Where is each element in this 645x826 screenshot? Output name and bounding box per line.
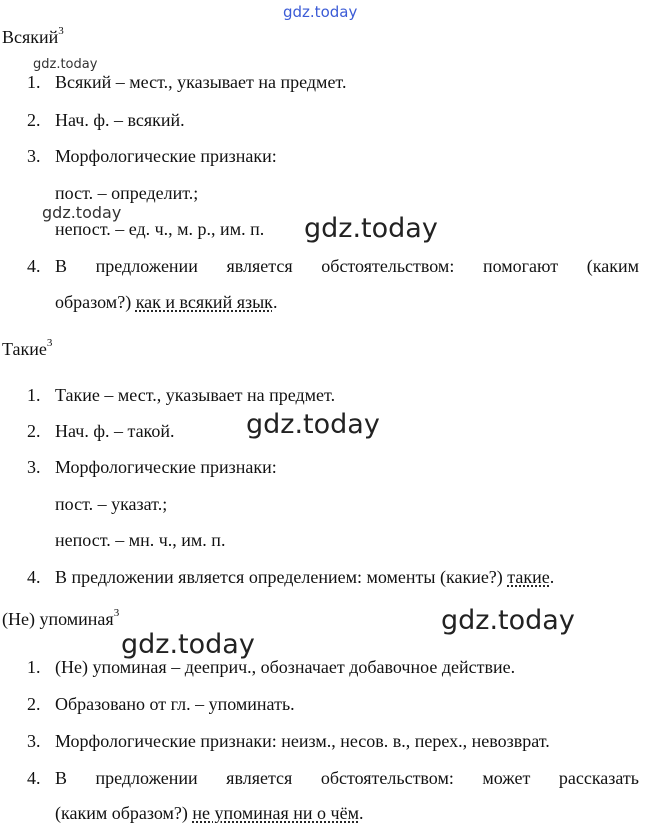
item-number: 4. <box>27 256 41 276</box>
item-number: 4. <box>27 567 41 587</box>
item-text-continued: (каким образом?) не упоминая ни о чём. <box>55 803 364 823</box>
feature-line: непост. – ед. ч., м. р., им. п. <box>55 219 265 239</box>
item-text: Такие – мест., указывает на предмет. <box>55 385 336 405</box>
watermark: gdz.today <box>246 409 380 440</box>
item-number: 2. <box>27 110 41 130</box>
item-number: 4. <box>27 768 41 788</box>
item-number: 3. <box>27 146 41 166</box>
feature-line: непост. – мн. ч., им. п. <box>55 530 226 550</box>
item-number: 1. <box>27 72 41 92</box>
item-text: Нач. ф. – всякий. <box>55 110 185 130</box>
item-number: 2. <box>27 421 41 441</box>
watermark: gdz.today <box>121 629 255 660</box>
item-text: Морфологические признаки: <box>55 457 277 477</box>
watermark: gdz.today <box>441 605 575 636</box>
watermark-top: gdz.today <box>283 3 358 21</box>
watermark: gdz.today <box>33 57 98 72</box>
item-text: В предложении является обстоятельством: может рассказать <box>55 768 639 788</box>
item-number: 3. <box>27 731 41 751</box>
item-text: В предложении является обстоятельством: помогают (каким <box>55 256 639 276</box>
item-text-continued: образом?) как и всякий язык. <box>55 292 278 312</box>
underlined-phrase: не упоминая ни о чём <box>192 803 359 823</box>
item-text: (Не) упоминая – дееприч., обозначает добавочное действие. <box>55 657 516 677</box>
section-heading: Такие$^3$ <box>2 337 53 359</box>
section-heading: (Не) упоминая$^3$ <box>2 607 120 629</box>
section-heading: Всякий$^3$ <box>2 25 64 47</box>
item-number: 2. <box>27 694 41 714</box>
watermark: gdz.today <box>42 203 122 222</box>
item-text: Морфологические признаки: <box>55 146 277 166</box>
item-text: Образовано от гл. – упоминать. <box>55 694 295 714</box>
feature-line: пост. – определит.; <box>55 183 199 203</box>
item-text: Нач. ф. – такой. <box>55 421 175 441</box>
item-text: В предложении является определением: моменты (какие?) такие. <box>55 567 555 587</box>
feature-line: пост. – указат.; <box>55 494 168 514</box>
underlined-phrase: как и всякий язык <box>135 292 273 312</box>
item-text: Всякий – мест., указывает на предмет. <box>55 72 347 92</box>
underlined-phrase: такие <box>507 567 550 587</box>
item-number: 1. <box>27 657 41 677</box>
item-number: 1. <box>27 385 41 405</box>
item-number: 3. <box>27 457 41 477</box>
watermark: gdz.today <box>304 213 438 244</box>
item-text: Морфологические признаки: неизм., несов. в., перех., невозврат. <box>55 731 550 751</box>
